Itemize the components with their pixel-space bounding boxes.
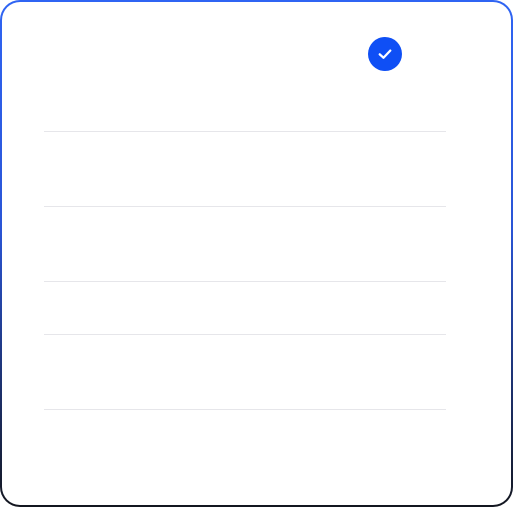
divider (44, 281, 446, 282)
divider (44, 334, 446, 335)
check-circle-icon (368, 37, 402, 71)
divider (44, 206, 446, 207)
divider (44, 131, 446, 132)
divider (44, 409, 446, 410)
